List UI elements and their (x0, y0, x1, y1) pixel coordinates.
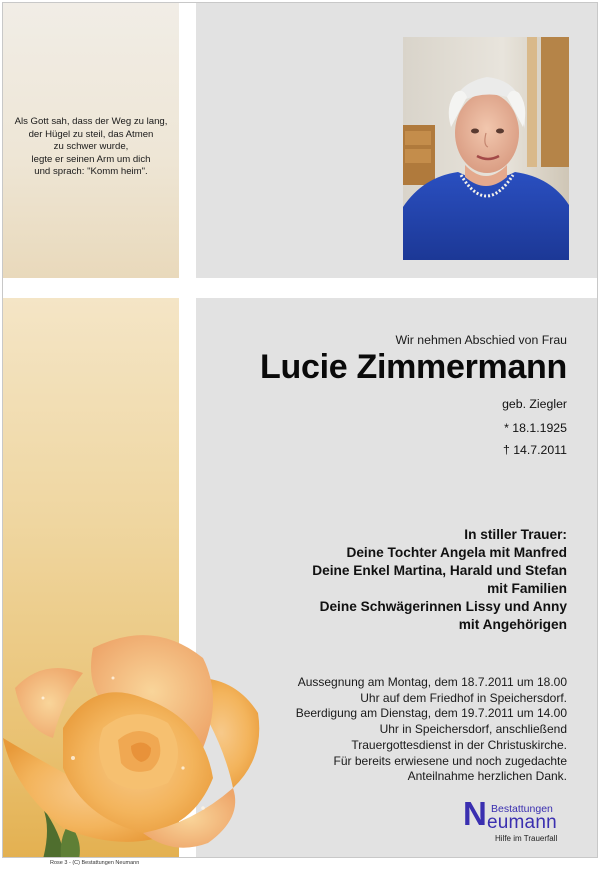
mourners-line: mit Angehörigen (458, 617, 567, 632)
birth-date: * 18.1.1925 (504, 421, 567, 435)
farewell-line: Wir nehmen Abschied von Frau (395, 333, 567, 347)
notes-line: Uhr in Speichersdorf, anschließend (379, 722, 567, 737)
rose-image (3, 618, 273, 858)
deceased-name: Lucie Zimmermann (260, 348, 567, 386)
funeral-home-logo (463, 795, 583, 844)
mourners-line: In stiller Trauer: (464, 527, 567, 542)
notes-line: Aussegnung am Montag, dem 18.7.2011 um 18.00 (297, 675, 567, 689)
poem-line: legte er seinen Arm um dich (31, 153, 151, 165)
notes-line: Beerdigung am Dienstag, dem 19.7.2011 um 14.00 (295, 706, 567, 721)
obituary-card (2, 2, 598, 858)
poem-line: Als Gott sah, dass der Weg zu lang, (14, 116, 168, 127)
logo-tagline: Hilfe im Trauerfall (495, 834, 558, 843)
mourners-block (312, 526, 567, 634)
logo-top-word: Bestattungen (491, 803, 553, 815)
death-date: † 14.7.2011 (502, 443, 567, 457)
mourners-line: Deine Tochter Angela mit Manfred (346, 545, 567, 560)
maiden-name: geb. Ziegler (502, 397, 567, 411)
rose-icon (3, 618, 273, 858)
poem (3, 116, 179, 179)
poem-line: zu schwer wurde, (53, 141, 129, 153)
notes-line: Anteilnahme herzlichen Dank. (407, 769, 567, 784)
portrait-photo (403, 37, 569, 260)
notes-line: Trauergottesdienst in der Christuskirche. (351, 737, 567, 752)
cross-horizontal-beam (3, 278, 598, 298)
notes-line: Uhr auf dem Friedhof in Speichersdorf. (360, 690, 567, 705)
poem-line: der Hügel zu steil, das Atmen (28, 128, 154, 140)
logo-initial: N (463, 795, 487, 832)
logo-name-rest: eumann (487, 812, 557, 833)
mourners-line: Deine Schwägerinnen Lissy und Anny (319, 599, 567, 614)
service-notes (296, 675, 567, 785)
mourners-line: Deine Enkel Martina, Harald und Stefan (312, 563, 567, 578)
footer-credit: Rose 3 - (C) Bestattungen Neumann (50, 860, 140, 866)
poem-line: und sprach: "Komm heim". (34, 166, 148, 178)
portrait-image (403, 37, 569, 260)
mourners-line: mit Familien (487, 581, 567, 596)
notes-line: Für bereits erwiesene und noch zugedachte (333, 753, 567, 768)
